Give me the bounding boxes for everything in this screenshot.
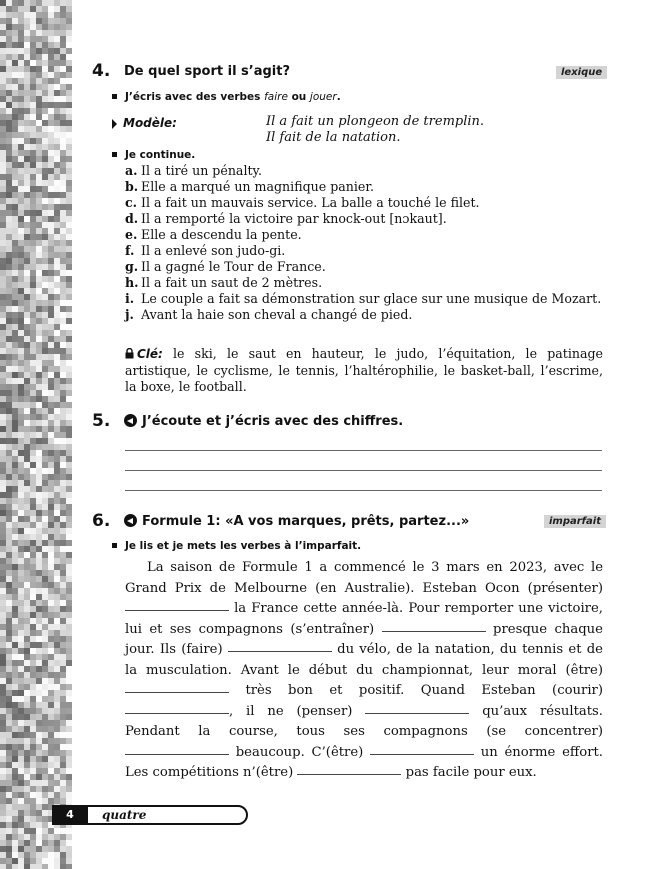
exercise-6-header bbox=[92, 511, 604, 534]
answer-key bbox=[125, 346, 603, 396]
exercise-4-instruction-2: Je continue. bbox=[112, 149, 195, 161]
list-item: f. Il a enlevé son judo-gi. bbox=[125, 243, 286, 258]
exercise-4-title: De quel sport il s’agit? bbox=[124, 64, 291, 79]
blank-field[interactable] bbox=[228, 651, 332, 652]
blank-field[interactable] bbox=[125, 754, 229, 755]
exercise-6-title: Formule 1: «A vos marques, prêts, partez...» bbox=[142, 514, 470, 529]
list-item: a. Il a tiré un pénalty. bbox=[125, 163, 262, 178]
list-item: b. Elle a marqué un magnifique panier. bbox=[125, 179, 375, 194]
list-item: j. Avant la haie son cheval a changé de pied. bbox=[125, 307, 413, 322]
exercise-4-header bbox=[92, 61, 604, 84]
audio-icon bbox=[124, 514, 137, 527]
blank-field[interactable] bbox=[382, 631, 486, 632]
model-example-line-2: Il fait de la natation. bbox=[266, 130, 401, 145]
audio-icon bbox=[124, 414, 137, 427]
page-content bbox=[92, 0, 604, 869]
blank-field[interactable] bbox=[125, 692, 229, 693]
list-item: i. Le couple a fait sa démonstration sur glace sur une musique de Mozart. bbox=[125, 291, 602, 306]
answer-key-label: Clé: bbox=[125, 347, 163, 361]
exercise-6-tag: imparfait bbox=[544, 515, 606, 528]
blank-field[interactable] bbox=[370, 754, 474, 755]
bullet-square-icon bbox=[112, 152, 117, 157]
exercise-4-tag: lexique bbox=[556, 66, 607, 79]
list-item: h. Il a fait un saut de 2 mètres. bbox=[125, 275, 323, 290]
model-example-line-1: Il a fait un plongeon de tremplin. bbox=[266, 114, 485, 129]
exercise-5-number: 5. bbox=[92, 411, 111, 431]
blank-field[interactable] bbox=[125, 610, 229, 611]
exercise-4-items bbox=[125, 163, 603, 323]
exercise-5-header bbox=[92, 411, 604, 434]
exercise-5-title: J’écoute et j’écris avec des chiffres. bbox=[142, 414, 404, 429]
list-item: c. Il a fait un mauvais service. La balle a touché le filet. bbox=[125, 195, 480, 210]
list-item: d. Il a remporté la victoire par knock-out [nɔkaut]. bbox=[125, 211, 447, 226]
writing-line bbox=[125, 450, 602, 451]
list-item: e. Elle a descendu la pente. bbox=[125, 227, 302, 242]
page-number: 4 bbox=[52, 805, 88, 825]
exercise-4-number: 4. bbox=[92, 61, 111, 81]
triangle-right-icon bbox=[112, 119, 117, 129]
blank-field[interactable] bbox=[365, 713, 469, 714]
bullet-square-icon bbox=[112, 94, 117, 99]
answer-key-text: le ski, le saut en hauteur, le judo, l’équitation, le patinage artistique, le cyclisme, le tennis, l’haltérophilie, le basket-ball, l’escrime, la boxe, le football. bbox=[125, 346, 603, 394]
bullet-square-icon bbox=[112, 543, 117, 548]
writing-line bbox=[125, 490, 602, 491]
exercise-4-instruction: J’écris avec des verbes faire ou jouer. bbox=[112, 91, 341, 103]
page-footer bbox=[52, 805, 248, 825]
exercise-6-instruction: Je lis et je mets les verbes à l’imparfait. bbox=[112, 540, 361, 552]
blank-field[interactable] bbox=[297, 774, 401, 775]
fill-in-passage: La saison de Formule 1 a commencé le 3 mars en 2023, avec le Grand Prix de Melbourne (en Australie). Esteban Ocon (présenter) la France cette année-là. Pour remporter une victoire, lui et ses compagnons (s’entraîner) presque chaque jour. Ils (faire) du vélo, de la natation, du tennis et de la musculation. Avant le début du championnat, leur moral (être) très bon et positif. Quand Esteban (courir) , il ne (penser) qu’aux résultats. Pendant la course, tous ses compagnons (se concentrer) beaucoup. C’(être) un énorme effort. Les compétitions n’(être) pas facile pour eux. bbox=[125, 560, 603, 780]
blank-field[interactable] bbox=[125, 713, 229, 714]
writing-line bbox=[125, 470, 602, 471]
model-label: Modèle: bbox=[112, 116, 177, 130]
list-item: g. Il a gagné le Tour de France. bbox=[125, 259, 326, 274]
lock-icon bbox=[125, 348, 134, 359]
exercise-6-number: 6. bbox=[92, 511, 111, 531]
decorative-pixel-mosaic bbox=[0, 0, 72, 869]
page-word: quatre bbox=[102, 808, 147, 822]
